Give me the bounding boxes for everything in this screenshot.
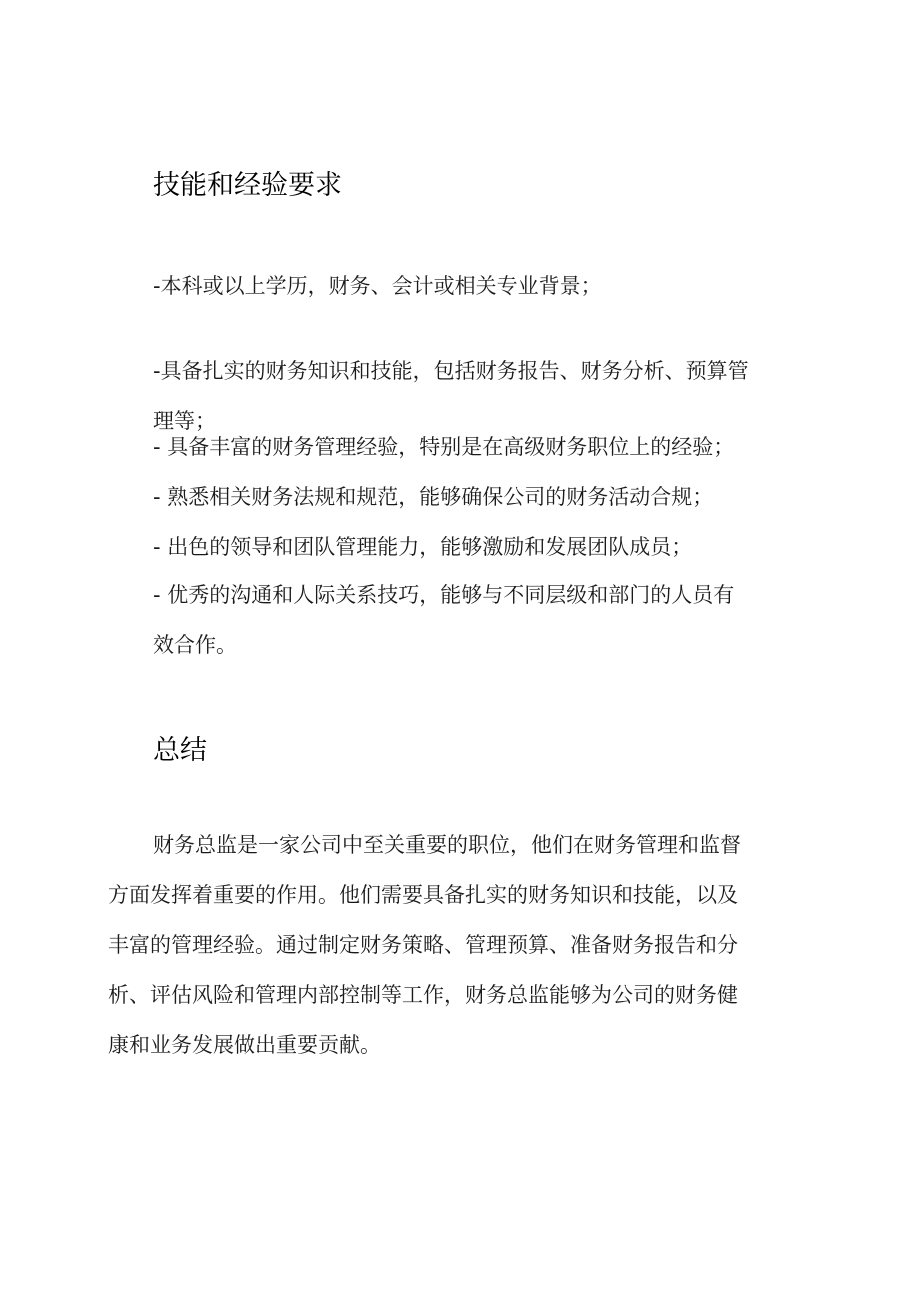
section-heading-skills: 技能和经验要求 [153, 170, 342, 201]
requirement-line: - 优秀的沟通和人际关系技巧，能够与不同层级和部门的人员有 [153, 583, 735, 607]
requirement-line: 效合作。 [153, 633, 237, 657]
summary-line: 财务总监是一家公司中至关重要的职位，他们在财务管理和监督 [153, 833, 741, 857]
section-heading-summary: 总结 [153, 735, 207, 766]
requirement-item-experience [108, 422, 818, 472]
requirement-line: 理等； [153, 409, 216, 433]
summary-line: 康和业务发展做出重要贡献。 [108, 1033, 381, 1057]
requirement-line: - 熟悉相关财务法规和规范，能够确保公司的财务活动合规； [153, 485, 714, 509]
requirement-item-leadership [108, 522, 818, 572]
summary-line: 析、评估风险和管理内部控制等工作，财务总监能够为公司的财务健 [108, 983, 738, 1007]
requirement-item-regulations [108, 472, 818, 522]
requirement-line: - 具备丰富的财务管理经验，特别是在高级财务职位上的经验； [153, 435, 735, 459]
requirement-line: -本科或以上学历，财务、会计或相关专业背景； [153, 274, 602, 298]
summary-line: 丰富的管理经验。通过制定财务策略、管理预算、准备财务报告和分 [108, 933, 738, 957]
summary-line: 方面发挥着重要的作用。他们需要具备扎实的财务知识和技能，以及 [108, 883, 738, 907]
requirement-item-communication [108, 570, 818, 670]
requirement-item-education [108, 261, 818, 311]
requirement-line: - 出色的领导和团队管理能力，能够激励和发展团队成员； [153, 535, 693, 559]
summary-paragraph [108, 820, 818, 1070]
requirement-line: -具备扎实的财务知识和技能，包括财务报告、财务分析、预算管 [153, 359, 749, 383]
